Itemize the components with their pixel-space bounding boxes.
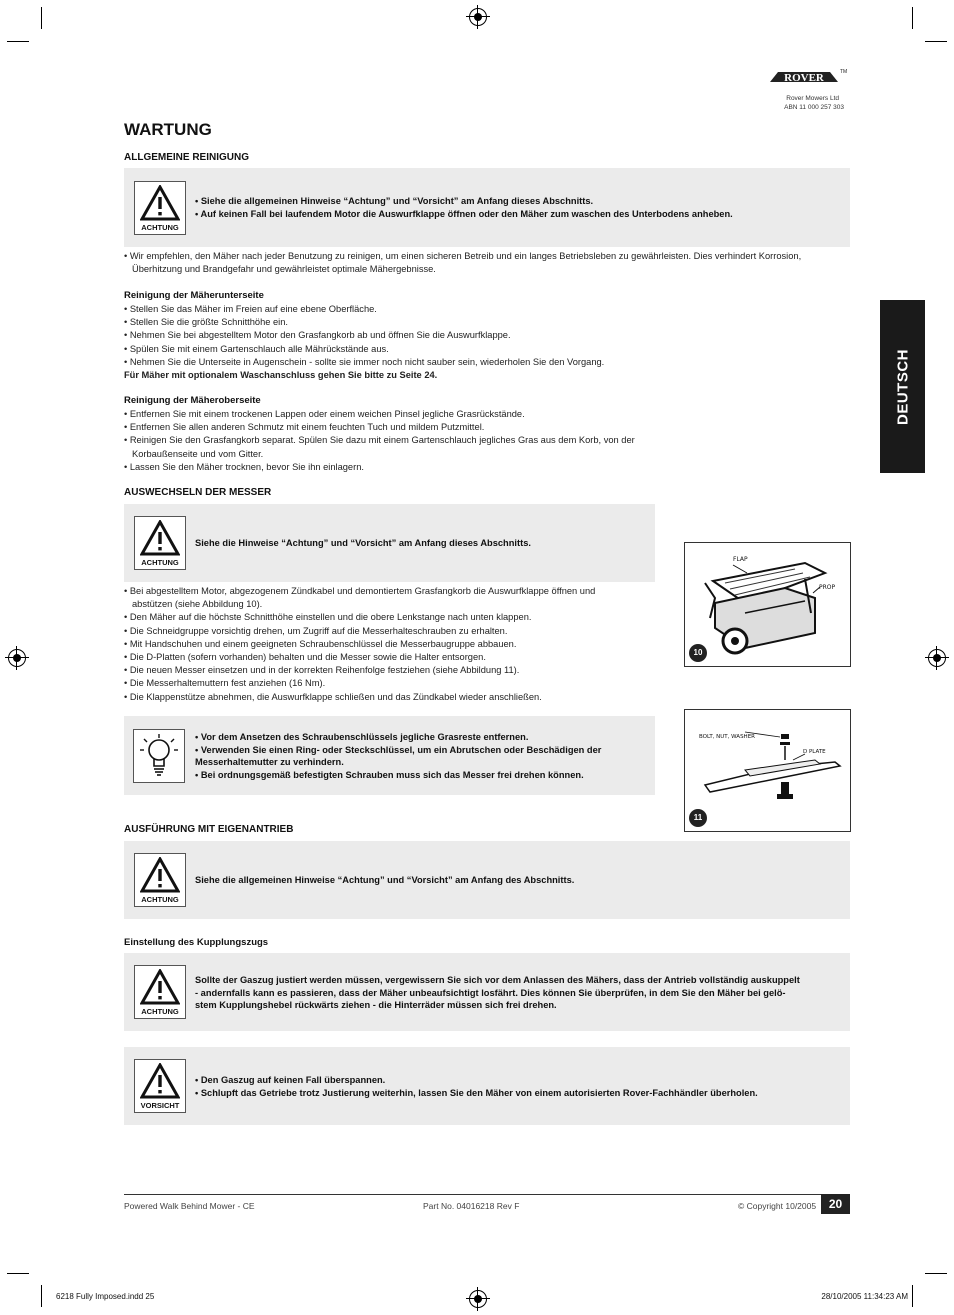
- tip-line: • Verwenden Sie einen Ring- oder Steckschlüssel, um ein Abrutschen oder Beschädigen der: [195, 744, 602, 755]
- warning-label: ACHTUNG: [141, 223, 179, 232]
- bullet-list: [124, 585, 595, 704]
- list-item: • Die Klappenstütze abnehmen, die Auswurfklappe schließen und das Zündkabel wieder anschließen.: [124, 691, 542, 702]
- list-item: • Die Messerhaltemuttern fest anziehen (16 Nm).: [124, 678, 326, 689]
- figure-number: 10: [689, 644, 707, 662]
- list-item: • Reinigen Sie den Grasfangkorb separat. Spülen Sie dazu mit einem Gartenschlauch jegliches Gras aus dem Korb, von der: [124, 435, 635, 446]
- warning-sign: [134, 516, 186, 570]
- section-heading: ALLGEMEINE REINIGUNG: [124, 152, 250, 163]
- warning-line: - andernfalls kann es passieren, dass der Mäher unbeaufsichtigt losfährt. Dies können Sie überprüfen, in dem Sie den Mäher bei gelö-: [195, 987, 786, 998]
- section-heading: AUSFÜHRUNG MIT EIGENANTRIEB: [124, 824, 294, 835]
- warning-line: • Auf keinen Fall bei laufendem Motor die Auswurfklappe öffnen oder den Mäher zum waschen des Unterbodens anheben.: [195, 208, 733, 219]
- registration-mark-icon: [469, 1290, 487, 1308]
- footer-rule: [124, 1194, 850, 1195]
- list-item: • Nehmen Sie bei abgestelltem Motor den Grasfangkorb ab und öffnen Sie die Auswurfklappe.: [124, 330, 511, 341]
- warning-sign: [134, 181, 186, 235]
- list-item: • Nehmen Sie die Unterseite in Augenschein - sollte sie immer noch nicht sauber sein, wiederholen Sie den Vorgang.: [124, 356, 605, 367]
- fig-label-flap: FLAP: [733, 556, 748, 563]
- warning-text: Siehe die Hinweise “Achtung” und “Vorsicht” am Anfang dieses Abschnitts.: [195, 538, 531, 548]
- company-abn: ABN 11 000 257 303: [784, 104, 844, 111]
- registration-mark-icon: [8, 649, 26, 667]
- crop-mark: [912, 1285, 913, 1307]
- blade-assembly-illustration: [685, 710, 850, 831]
- slug-left: 6218 Fully Imposed.indd 25: [56, 1292, 155, 1301]
- crop-mark: [7, 1273, 29, 1274]
- fig-label-bolt: BOLT, NUT, WASHER: [699, 734, 755, 740]
- caution-text: [195, 1074, 758, 1099]
- list-item: • Die neuen Messer einsetzen und in der korrekten Reihenfolge festziehen (siehe Abbildung 11).: [124, 665, 520, 676]
- note: Für Mäher mit optionalem Waschanschluss gehen Sie bitte zu Seite 24.: [124, 370, 438, 381]
- warning-label: ACHTUNG: [141, 558, 179, 567]
- warning-triangle-icon: [140, 857, 180, 893]
- crop-mark: [7, 41, 29, 42]
- warning-sign: [134, 965, 186, 1019]
- warning-text: [195, 974, 800, 1012]
- text-line: • Wir empfehlen, den Mäher nach jeder Benutzung zu reinigen, um einen sicheren Betreib und ein langes Betriebsleben zu gewährleisten. Dies verhindert Korrosion,: [124, 251, 802, 261]
- figure-10: [684, 542, 851, 667]
- list-item: • Spülen Sie mit einem Gartenschlauch alle Mährückstände aus.: [124, 343, 389, 354]
- footer-center: Part No. 04016218 Rev F: [423, 1201, 520, 1211]
- language-tab-label: DEUTSCH: [894, 348, 911, 425]
- tip-line: Messerhaltemutter zu verhindern.: [195, 757, 344, 767]
- warning-label: ACHTUNG: [141, 1007, 179, 1016]
- list-item: • Die D-Platten (sofern vorhanden) behalten und die Messer sowie die Halter entsorgen.: [124, 652, 486, 663]
- list-item: • Stellen Sie die größte Schnitthöhe ein.: [124, 317, 288, 328]
- intro-paragraph: [124, 250, 801, 276]
- subsection-heading: Reinigung der Mäherunterseite: [124, 290, 264, 301]
- page-number: 20: [821, 1194, 850, 1214]
- warning-line: • Siehe die allgemeinen Hinweise “Achtung” und “Vorsicht” am Anfang dieses Abschnitts.: [195, 196, 594, 206]
- mower-flap-illustration: [685, 543, 850, 666]
- list-item: • Die Schneidgruppe vorsichtig drehen, um Zugriff auf die Messerhalteschrauben zu erhalten.: [124, 625, 508, 636]
- tip-text: [195, 731, 601, 781]
- crop-mark: [41, 1285, 42, 1307]
- list-item: • Mit Handschuhen und einem geeigneten Schraubenschlüssel die Messerbaugruppe abbauen.: [124, 638, 517, 649]
- warning-triangle-icon: [140, 520, 180, 556]
- warning-line: stem Kupplungshebel rückwärts ziehen - die Hinterräder müssen sich frei drehen.: [195, 1000, 557, 1010]
- warning-triangle-icon: [140, 185, 180, 221]
- language-tab: [880, 300, 925, 473]
- figure-number: 11: [689, 809, 707, 827]
- bullet-list: [124, 303, 604, 382]
- rover-logo: [768, 66, 840, 88]
- registration-mark-icon: [469, 8, 487, 26]
- warning-text: Siehe die allgemeinen Hinweise “Achtung” und “Vorsicht” am Anfang des Abschnitts.: [195, 875, 575, 885]
- tip-line: • Bei ordnungsgemäß befestigten Schrauben muss sich das Messer frei drehen können.: [195, 769, 584, 780]
- slug-right: 28/10/2005 11:34:23 AM: [821, 1292, 908, 1301]
- crop-mark: [41, 7, 42, 29]
- trademark: TM: [840, 69, 848, 75]
- tip-sign: [133, 729, 185, 783]
- warning-triangle-icon: [140, 969, 180, 1005]
- list-item: • Den Mäher auf die höchste Schnitthöhe einstellen und die obere Lenkstange nach unten klappen.: [124, 612, 532, 623]
- company-name: Rover Mowers Ltd: [786, 95, 839, 102]
- warning-label: ACHTUNG: [141, 895, 179, 904]
- footer-left: Powered Walk Behind Mower - CE: [124, 1201, 255, 1211]
- svg-text:ROVER: ROVER: [784, 72, 824, 84]
- warning-text: [195, 195, 733, 220]
- figure-11: [684, 709, 851, 832]
- caution-line: • Den Gaszug auf keinen Fall überspannen.: [195, 1075, 386, 1085]
- registration-mark-icon: [928, 649, 946, 667]
- list-item: • Entfernen Sie mit einem trockenen Lappen oder einem weichen Pinsel jegliche Grasrückstände.: [124, 409, 525, 419]
- warning-sign: [134, 853, 186, 907]
- list-item: • Stellen Sie das Mäher im Freien auf eine ebene Oberfläche.: [124, 304, 377, 314]
- lightbulb-icon: [138, 733, 180, 779]
- caution-label: VORSICHT: [140, 1101, 180, 1110]
- page-title: WARTUNG: [124, 120, 212, 139]
- list-item: abstützen (siehe Abbildung 10).: [132, 599, 263, 610]
- caution-line: • Schlupft das Getriebe trotz Justierung weiterhin, lassen Sie den Mäher von einem autorisierten Rover-Fachhändler überholen.: [195, 1087, 758, 1098]
- crop-mark: [925, 1273, 947, 1274]
- tip-line: • Vor dem Ansetzen des Schraubenschlüssels jegliche Grasreste entfernen.: [195, 732, 529, 742]
- caution-sign: [134, 1059, 186, 1113]
- fig-label-dplate: D PLATE: [803, 749, 826, 755]
- section-heading: AUSWECHSELN DER MESSER: [124, 487, 272, 498]
- list-item: • Bei abgestelltem Motor, abgezogenem Zündkabel und demontiertem Grasfangkorb die Auswurfklappe öffnen und: [124, 586, 596, 596]
- list-item: • Lassen Sie den Mäher trocknen, bevor Sie ihn einlagern.: [124, 461, 364, 472]
- text-line: Überhitzung und Brandgefahr und gewährleistet optimale Mähergebnisse.: [132, 264, 436, 275]
- crop-mark: [925, 41, 947, 42]
- footer-right: © Copyright 10/2005: [738, 1201, 817, 1211]
- warning-triangle-icon: [140, 1063, 180, 1099]
- subsection-heading: Reinigung der Mäheroberseite: [124, 395, 261, 406]
- fig-label-prop: PROP: [819, 584, 836, 591]
- list-item: • Entfernen Sie allen anderen Schmutz mit einem feuchten Tuch und mildem Putzmittel.: [124, 422, 485, 433]
- list-item: Korbaußenseite und vom Gitter.: [132, 448, 264, 459]
- warning-line: Sollte der Gaszug justiert werden müssen, vergewissern Sie sich vor dem Anlassen des Mähers, dass der Antrieb vollständig auskuppelt: [195, 975, 800, 985]
- bullet-list: [124, 408, 635, 474]
- subsection-heading: Einstellung des Kupplungszugs: [124, 937, 269, 948]
- crop-mark: [912, 7, 913, 29]
